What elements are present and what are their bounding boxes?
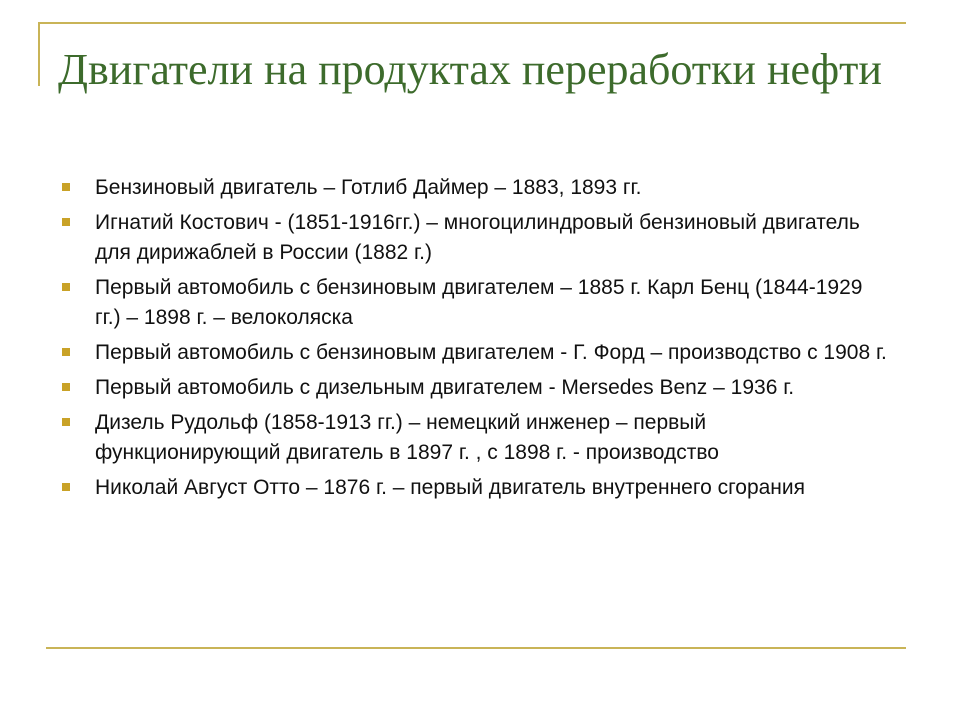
frame-bottom-line [46, 647, 906, 649]
square-bullet-icon [62, 383, 70, 391]
bullet-item [58, 338, 888, 368]
square-bullet-icon [62, 348, 70, 356]
square-bullet-icon [62, 183, 70, 191]
square-bullet-icon [62, 483, 70, 491]
bullet-item [58, 408, 888, 468]
bullet-text: Бензиновый двигатель – Готлиб Даймер – 1883, 1893 гг. [95, 176, 642, 199]
bullet-text: Первый автомобиль с бензиновым двигателем – 1885 г. Карл Бенц (1844-1929 гг.) – 1898 г. – велоколяска [95, 276, 863, 329]
square-bullet-icon [62, 283, 70, 291]
bullet-text: Дизель Рудольф (1858-1913 гг.) – немецкий инженер – первый функционирующий двигатель в 1897 г. , с 1898 г. - производство [95, 411, 719, 464]
bullet-text: Первый автомобиль с бензиновым двигателем - Г. Форд – производство с 1908 г. [95, 341, 887, 364]
square-bullet-icon [62, 418, 70, 426]
bullet-item [58, 473, 888, 503]
bullet-item [58, 173, 888, 203]
square-bullet-icon [62, 218, 70, 226]
bullet-item [58, 208, 888, 268]
bullet-item [58, 273, 888, 333]
frame-left-line [38, 22, 40, 86]
frame-top-line [38, 22, 906, 24]
bullet-text: Игнатий Костович - (1851-1916гг.) – многоцилиндровый бензиновый двигатель для дирижаблей в России (1882 г.) [95, 211, 860, 264]
bullet-text: Николай Август Отто – 1876 г. – первый двигатель внутреннего сгорания [95, 476, 806, 499]
bullet-list [58, 173, 888, 508]
bullet-text: Первый автомобиль с дизельным двигателем - Mersedes Benz – 1936 г. [95, 376, 795, 399]
slide-title: Двигатели на продуктах переработки нефти [58, 45, 882, 94]
bullet-item [58, 373, 888, 403]
